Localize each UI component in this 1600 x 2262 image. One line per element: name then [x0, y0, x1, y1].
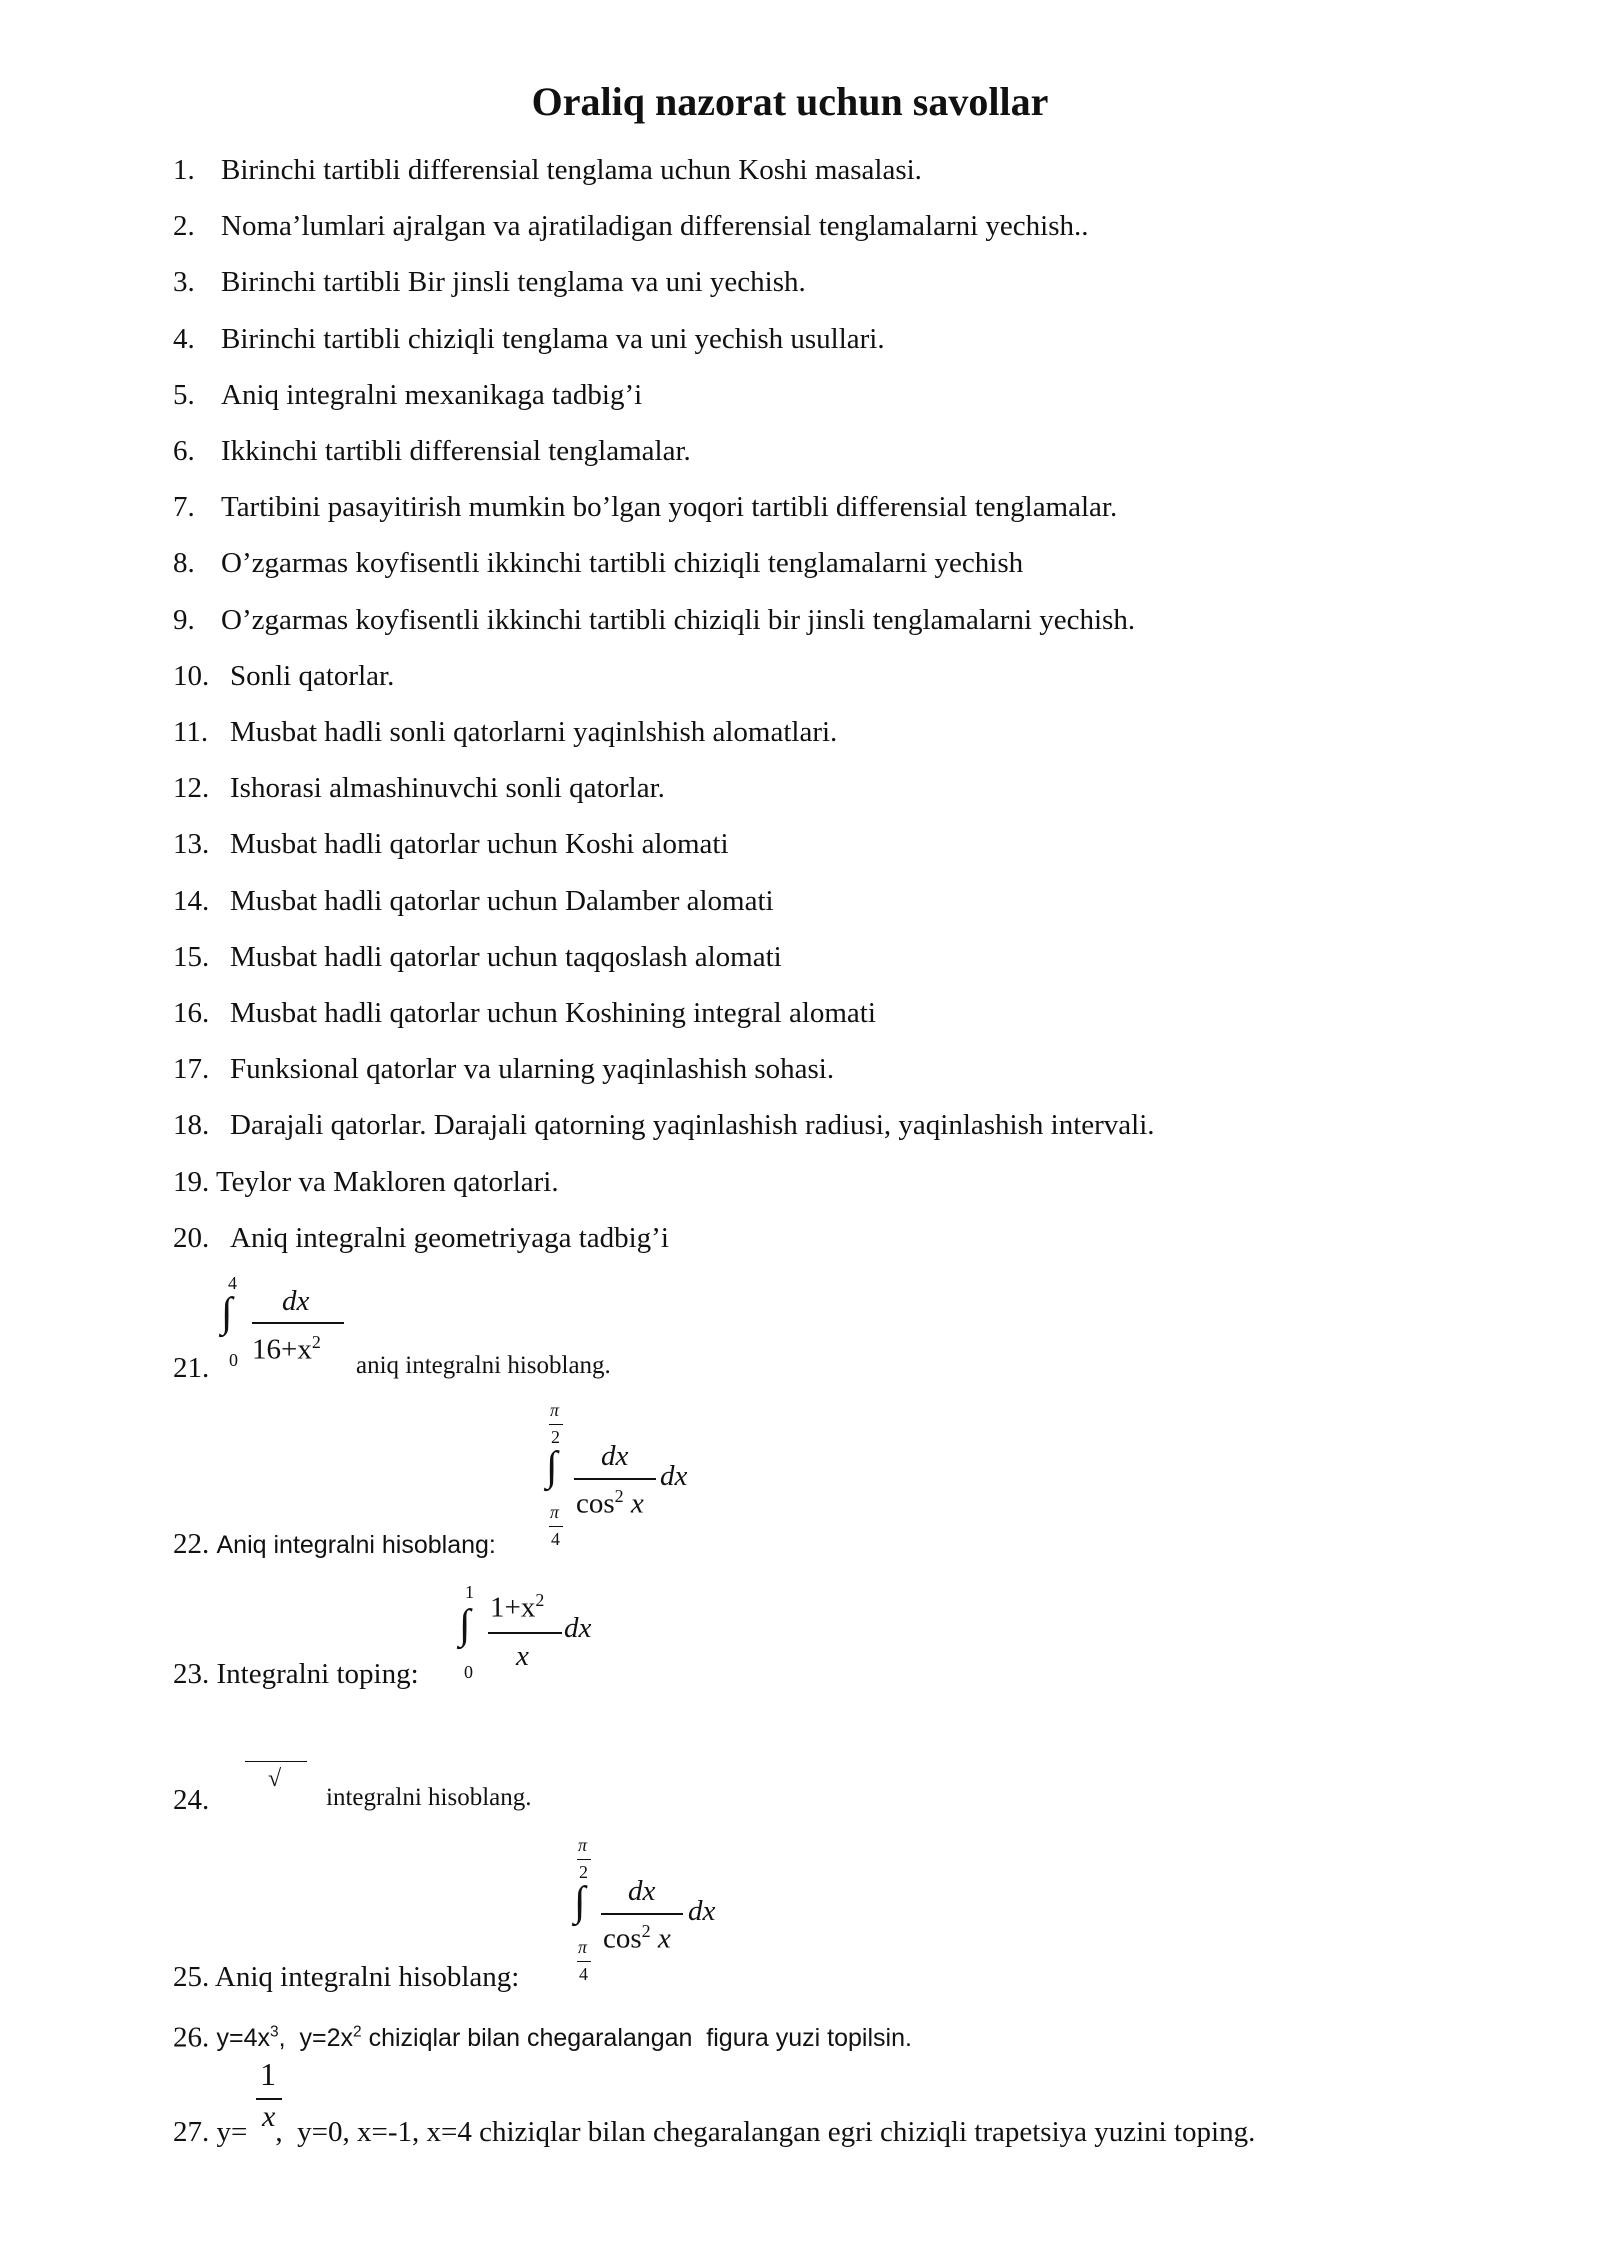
question-number: 27.	[173, 2116, 210, 2148]
integral-lower-limit-num: π	[578, 1937, 588, 1957]
question-number: 23.	[173, 1658, 210, 1690]
question-number: 2.	[173, 210, 195, 242]
integral-sign-icon: ∫	[221, 1290, 233, 1336]
question-item	[173, 712, 837, 752]
question-text: Aniq integralni hisoblang:	[216, 1531, 496, 1559]
fraction-bar	[574, 1478, 656, 1480]
question-item	[173, 262, 806, 302]
integral-lower-limit: 0	[229, 1350, 238, 1370]
question-text: Aniq integralni geometriyaga tadbig’i	[230, 1222, 669, 1254]
question-item	[173, 1105, 1155, 1145]
integral-lower-limit-den: 4	[551, 1529, 560, 1549]
fraction-bar	[488, 1632, 562, 1634]
limit-fraction-bar	[549, 1424, 563, 1425]
question-lead: y=	[216, 2116, 248, 2148]
integral-differential: dx	[564, 1612, 592, 1644]
question-number: 9.	[173, 604, 195, 636]
question-text: Birinchi tartibli differensial tenglama uchun Koshi masalasi.	[221, 154, 922, 186]
question-item	[173, 600, 1135, 640]
question-number: 14.	[173, 885, 210, 917]
question-text: O’zgarmas koyfisentli ikkinchi tartibli chiziqli bir jinsli tenglamalarni yechish.	[221, 604, 1136, 636]
question-item	[173, 1162, 559, 1202]
fraction-numerator: dx	[282, 1285, 310, 1317]
integral-upper-limit: 1	[465, 1582, 474, 1602]
integral-lower-limit: 0	[464, 1662, 473, 1682]
question-number: 7.	[173, 491, 195, 523]
integral-upper-limit: 4	[228, 1273, 237, 1293]
question-text: , y=0, x=-1, x=4 chiziqlar bilan chegaralangan egri chiziqli trapetsiya yuzini toping.	[275, 2116, 1256, 2148]
question-number: 26.	[173, 2021, 210, 2054]
question-text: Musbat hadli qatorlar uchun Koshining integral alomati	[230, 997, 876, 1029]
question-item	[173, 993, 876, 1033]
question-text: Musbat hadli qatorlar uchun taqqoslash alomati	[230, 941, 782, 973]
question-item	[173, 150, 922, 190]
integral-lower-limit-den: 4	[579, 1964, 588, 1984]
question-number: 19.	[173, 1166, 210, 1198]
question-text: Ikkinchi tartibli differensial tenglamalar.	[221, 435, 691, 467]
integral-upper-limit-den: 2	[579, 1862, 588, 1882]
fraction-numerator: 1	[260, 2056, 276, 2092]
question-number: 15.	[173, 941, 210, 973]
question-number: 12.	[173, 772, 210, 804]
page-title: Oraliq nazorat uchun savollar	[531, 79, 1049, 124]
question-number: 10.	[173, 660, 210, 692]
fraction-denominator: x	[262, 2100, 276, 2133]
question-item	[173, 768, 665, 808]
question-text: Funksional qatorlar va ularning yaqinlashish sohasi.	[230, 1053, 835, 1085]
question-text: Ishorasi almashinuvchi sonli qatorlar.	[230, 772, 665, 804]
question-number: 11.	[173, 716, 209, 748]
question-text: Musbat hadli qatorlar uchun Koshi alomati	[230, 828, 729, 860]
question-text: Birinchi tartibli Bir jinsli tenglama va uni yechish.	[221, 266, 806, 298]
fraction-denominator: $\cos^2 x$	[576, 1486, 644, 1520]
question-text: Aniq integralni mexanikaga tadbig’i	[221, 379, 643, 411]
question-item	[173, 431, 691, 471]
question-text: Teylor va Makloren qatorlari.	[215, 1166, 559, 1198]
question-text: Musbat hadli qatorlar uchun Dalamber alomati	[230, 885, 774, 917]
question-text: Aniq integralni hisoblang:	[214, 1961, 520, 1993]
question-item	[173, 656, 394, 696]
question-text: aniq integralni hisoblang.	[356, 1352, 611, 1379]
question-item	[173, 319, 885, 359]
question-text: integralni hisoblang.	[326, 1784, 532, 1811]
question-text: O’zgarmas koyfisentli ikkinchi tartibli chiziqli tenglamalarni yechish	[221, 547, 1024, 579]
integral-sign-icon: ∫	[546, 1444, 558, 1490]
question-number: 3.	[173, 266, 195, 298]
question-number: 5.	[173, 379, 195, 411]
question-text: Birinchi tartibli chiziqli tenglama va uni yechish usullari.	[221, 323, 885, 355]
question-number: 18.	[173, 1109, 210, 1141]
integral-sign-icon: ∫	[459, 1602, 471, 1648]
fraction-denominator: $16+x^2$	[252, 1332, 321, 1366]
question-item	[173, 1049, 834, 1089]
fraction-numerator: dx	[601, 1440, 629, 1472]
question-item	[173, 881, 774, 921]
question-text: Noma’lumlari ajralgan va ajratiladigan differensial tenglamalarni yechish..	[221, 210, 1089, 242]
fraction-denominator: x	[516, 1640, 529, 1672]
radical-icon: √	[268, 1766, 282, 1792]
question-number: 6.	[173, 435, 195, 467]
question-number: 8.	[173, 547, 195, 579]
integral-upper-limit-den: 2	[551, 1427, 560, 1447]
fraction-numerator: $1+x^2$	[490, 1590, 545, 1624]
question-item	[173, 824, 729, 864]
integral-differential: dx	[660, 1460, 688, 1492]
fraction-denominator: $\cos^2 x$	[603, 1921, 671, 1955]
question-number: 17.	[173, 1053, 210, 1085]
limit-fraction-bar	[577, 1859, 591, 1860]
question-text: Integralni toping:	[216, 1658, 419, 1690]
limit-fraction-bar	[577, 1961, 591, 1962]
integral-differential: dx	[688, 1895, 716, 1927]
integral-sign-icon: ∫	[574, 1879, 586, 1925]
question-text: Sonli qatorlar.	[230, 660, 395, 692]
question-item	[173, 206, 1089, 246]
question-item	[173, 1218, 669, 1258]
question-26	[173, 2013, 912, 2058]
question-text: Darajali qatorlar. Darajali qatorning yaqinlashish radiusi, yaqinlashish intervali.	[230, 1109, 1155, 1141]
question-text: $y=4x^3$, $y=2x^2$ chiziqlar bilan chegaralangan figura yuzi topilsin.	[216, 2024, 912, 2053]
integral-upper-limit-num: π	[550, 1400, 560, 1420]
question-item	[173, 487, 1117, 527]
question-text: Musbat hadli sonli qatorlarni yaqinlshish alomatlari.	[230, 716, 838, 748]
radical-bar	[245, 1761, 307, 1762]
question-number: 4.	[173, 323, 195, 355]
question-number: 20.	[173, 1222, 210, 1254]
question-number: 22.	[173, 1528, 210, 1560]
question-number: 13.	[173, 828, 210, 860]
question-number: 24.	[173, 1784, 210, 1816]
question-text: Tartibini pasayitirish mumkin bo’lgan yoqori tartibli differensial tenglamalar.	[221, 491, 1118, 523]
question-number: 1.	[173, 154, 195, 186]
fraction-bar	[601, 1913, 683, 1915]
fraction-numerator: dx	[628, 1875, 656, 1907]
question-number: 25.	[173, 1961, 210, 1993]
integral-lower-limit-num: π	[550, 1502, 560, 1522]
question-item	[173, 543, 1023, 583]
question-number: 16.	[173, 997, 210, 1029]
limit-fraction-bar	[549, 1526, 563, 1527]
integral-upper-limit-num: π	[578, 1835, 588, 1855]
fraction-bar	[252, 1322, 344, 1324]
question-item	[173, 937, 782, 977]
question-item	[173, 375, 642, 415]
question-number: 21.	[173, 1352, 210, 1384]
